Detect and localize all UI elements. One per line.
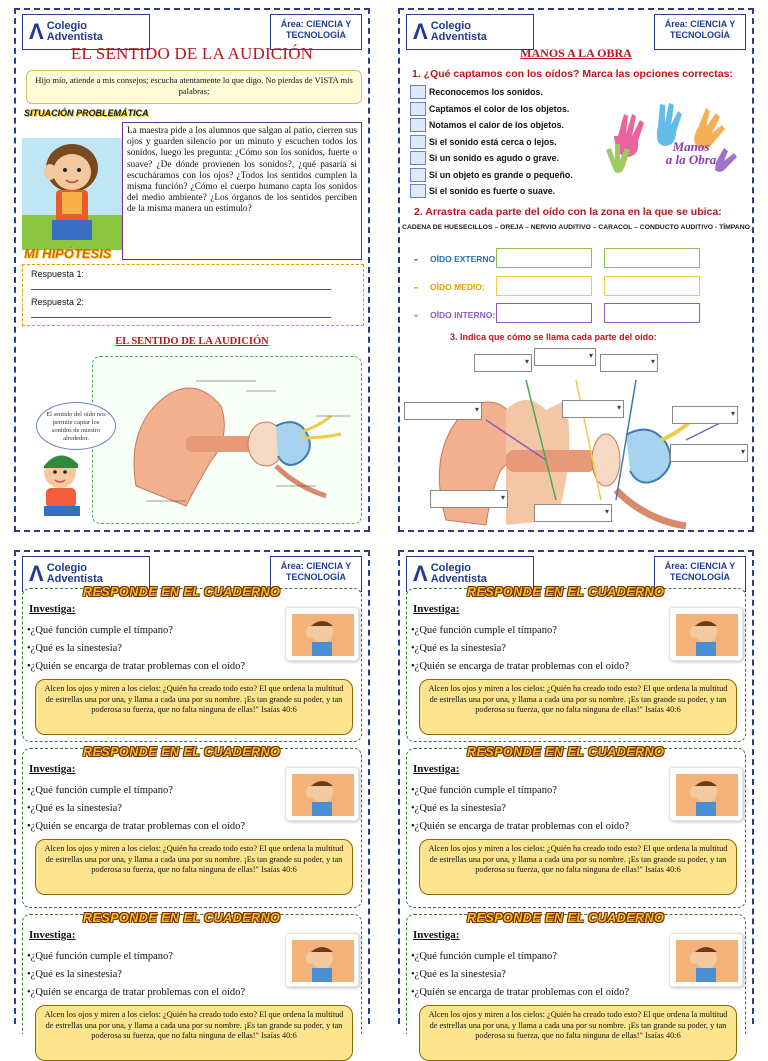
area-line-1: Área: CIENCIA Y [664,561,736,571]
homework-card [406,911,746,1040]
label-dropdown-8[interactable] [430,490,508,508]
label-dropdown-9[interactable] [534,504,612,522]
investiga-label: Investiga: [29,763,76,775]
logo-word-1: Colegio [430,562,472,574]
option-item [410,167,573,184]
label-dropdown-3[interactable] [600,354,658,372]
logo-word-1: Colegio [430,20,472,32]
investiga-label: Investiga: [413,763,460,775]
card-title: RESPONDE EN EL CUADERNO [83,911,281,925]
question-line: •¿Qué función cumple el tímpano? [411,951,557,962]
drop-zone-middle-1[interactable] [496,276,592,296]
bible-verse-box: Alcen los ojos y miren a los cielos: ¿Quién ha creado todo esto? El que ordena la multitud de estrellas una por una, y llama a cada una por su nombre. ¡Es tan grande su poder, y tan poderosa su fuerza, que no falta ninguna de ellas!" Isaías 40:6 [35,839,353,895]
logo-word-1: Colegio [46,20,88,32]
option-label: Si el sonido está cerca o lejos. [429,136,557,147]
boy-photo-icon [286,768,360,822]
hypothesis-title: MI HIPÓTESIS [24,246,112,261]
question-line: •¿Qué función cumple el tímpano? [27,625,173,636]
zone-label: OÍDO MEDIO: [430,282,485,292]
worksheet-page-2 [398,8,754,532]
area-line-1: Área: CIENCIA Y [280,561,352,571]
homework-card [22,911,362,1040]
answer-1-label: Respuesta 1: [31,269,85,279]
boy-photo-icon [286,934,360,988]
question-line: •¿Qué es la sinestesia? [411,969,506,980]
question-3: 3. Indica que cómo se llama cada parte del oído: [450,332,657,342]
problem-story: La maestra pide a los alumnos que salgan al patio, cierren sus ojos y guarden silencio por un minuto y escuchen todos los sonidos, luego les pregunta: ¿Cómo son los sonidos, fuerte o suave? ¿De dónde provienen los sonidos?, ¿qué pasaría si escucháramos con los ojos? ¿Todos los sentidos cumplen la misma función? ¿Cómo el cuerpo humano capta los sonidos del medio ambiente? ¿Los órganos de los sentidos perciben de la misma manera un estímulo? [122,122,362,260]
card-title: RESPONDE EN EL CUADERNO [83,585,281,599]
ear-parts-chain: CADENA DE HUESECILLOS – OREJA – NERVIO AUDITIVO – CARACOL – CONDUCTO AUDITIVO - TÍMPANO [402,224,750,231]
drop-zone-middle-2[interactable] [604,276,700,296]
question-1: 1. ¿Qué captamos con los oídos? Marca las opciones correctas: [412,68,733,80]
area-label [654,14,746,50]
boy-photo-icon [286,608,360,662]
boy-ear-photo [285,933,359,987]
card-title: RESPONDE EN EL CUADERNO [467,745,665,759]
hands-logo-text [646,140,736,166]
logo-text [431,21,487,43]
zone-dash: - [414,280,418,294]
section-title: EL SENTIDO DE LA AUDICIÓN [115,336,269,347]
girl-listening-illustration [22,120,122,250]
answer-1-line[interactable] [31,289,331,290]
logo-text [47,563,103,585]
situation-title: SITUACIÓN PROBLEMÁTICA [24,108,149,118]
zone-external [414,252,498,266]
question-line: •¿Quién se encarga de tratar problemas con el oído? [27,661,246,672]
card-title: RESPONDE EN EL CUADERNO [83,745,281,759]
area-line-1: Área: CIENCIA Y [280,19,352,29]
hands-logo-text-2: a la Obra [665,152,717,167]
card-title: RESPONDE EN EL CUADERNO [467,585,665,599]
homework-card [406,585,746,742]
school-logo [406,14,534,50]
question-line: •¿Qué es la sinestesia? [411,803,506,814]
label-dropdown-4[interactable] [404,402,482,420]
worksheet-page-4 [398,550,754,1040]
question-line: •¿Qué es la sinestesia? [27,643,122,654]
ear-anatomy-diagram [126,366,356,516]
zone-label: OÍDO EXTERNO: [430,254,499,264]
label-dropdown-1[interactable] [474,354,532,372]
investiga-label: Investiga: [413,929,460,941]
options-list [410,84,573,200]
worksheet-page-3 [14,550,370,1040]
speech-bubble: El sentido del oído nos permite captar los sonidos de nuestro alrededor. [36,402,116,450]
option-checkbox[interactable] [410,102,426,116]
boy-photo-icon [670,608,744,662]
answer-2-label: Respuesta 2: [31,297,85,307]
logo-word-2: Adventista [430,573,487,585]
label-dropdown-6[interactable] [672,406,738,424]
zone-dash: - [414,252,418,266]
option-item [410,117,573,134]
option-item [410,183,573,200]
question-line: •¿Qué es la sinestesia? [411,643,506,654]
area-label [654,556,746,592]
option-checkbox[interactable] [410,168,426,182]
card-title: RESPONDE EN EL CUADERNO [467,911,665,925]
option-label: Notamos el calor de los objetos. [429,120,564,131]
option-checkbox[interactable] [410,184,426,198]
area-line-2: TECNOLOGÍA [286,30,346,40]
question-2: 2. Arrastra cada parte del oído con la zona en la que se ubica: [414,206,722,218]
logo-word-2: Adventista [46,31,103,43]
hands-logo-text-1: Manos [672,139,710,154]
option-checkbox[interactable] [410,118,426,132]
bible-verse-box: Alcen los ojos y miren a los cielos: ¿Quién ha creado todo esto? El que ordena la multitud de estrellas una por una, y llama a cada una por su nombre. ¡Es tan grande su poder, y tan poderosa su fuerza, que no falta ninguna de ellas!" Isaías 40:6 [35,1005,353,1061]
zone-middle [414,280,485,294]
logo-icon: Λ [29,561,44,586]
question-line: •¿Qué función cumple el tímpano? [411,625,557,636]
option-checkbox[interactable] [410,151,426,165]
question-line: •¿Qué es la sinestesia? [27,803,122,814]
option-item [410,150,573,167]
drop-zone-internal-2[interactable] [604,303,700,323]
option-label: Si el sonido es fuerte o suave. [429,186,556,197]
zone-dash: - [414,308,418,322]
option-label: Reconocemos los sonidos. [429,87,543,98]
boy-ear-photo [669,933,743,987]
homework-card [22,745,362,908]
option-item [410,134,573,151]
logo-text [47,21,103,43]
option-item [410,101,573,118]
page-title: MANOS A LA OBRA [520,46,632,60]
drop-zone-external-2[interactable] [604,248,700,268]
boy-photo-icon [670,934,744,988]
answer-2-line[interactable] [31,317,331,318]
answers-box [22,264,364,326]
label-dropdown-2[interactable] [534,348,596,366]
question-line: •¿Quién se encarga de tratar problemas con el oído? [27,987,246,998]
logo-icon: Λ [29,19,44,44]
logo-icon: Λ [413,19,428,44]
area-line-1: Área: CIENCIA Y [664,19,736,29]
investiga-label: Investiga: [29,929,76,941]
question-line: •¿Quién se encarga de tratar problemas con el oído? [27,821,246,832]
drop-zone-internal-1[interactable] [496,303,592,323]
logo-word-2: Adventista [46,573,103,585]
investiga-label: Investiga: [413,603,460,615]
logo-word-2: Adventista [430,31,487,43]
logo-word-1: Colegio [46,562,88,574]
label-dropdown-5[interactable] [562,400,624,418]
investiga-label: Investiga: [29,603,76,615]
homework-card [22,585,362,742]
option-label: Si un objeto es grande o pequeño. [429,169,573,180]
question-line: •¿Qué función cumple el tímpano? [411,785,557,796]
label-dropdown-7[interactable] [670,444,748,462]
zone-internal [414,308,495,322]
homework-card [406,745,746,908]
question-line: •¿Qué función cumple el tímpano? [27,785,173,796]
logo-text [431,563,487,585]
area-line-2: TECNOLOGÍA [670,572,730,582]
area-label [270,556,362,592]
zone-label: OÍDO INTERNO: [430,310,496,320]
question-line: •¿Qué función cumple el tímpano? [27,951,173,962]
verse-box: Hijo mío, atiende a mis consejos; escucha atentamente lo que digo. No pierdas de VISTA mis palabras; [26,70,362,104]
area-line-2: TECNOLOGÍA [670,30,730,40]
bible-verse-box: Alcen los ojos y miren a los cielos: ¿Quién ha creado todo esto? El que ordena la multitud de estrellas una por una, y llama a cada una por su nombre. ¡Es tan grande su poder, y tan poderosa su fuerza, que no falta ninguna de ellas!" Isaías 40:6 [419,1005,737,1061]
question-line: •¿Quién se encarga de tratar problemas con el oído? [411,661,630,672]
area-line-2: TECNOLOGÍA [286,572,346,582]
boy-photo-icon [670,768,744,822]
bible-verse-box: Alcen los ojos y miren a los cielos: ¿Quién ha creado todo esto? El que ordena la multitud de estrellas una por una, y llama a cada una por su nombre. ¡Es tan grande su poder, y tan poderosa su fuerza, que no falta ninguna de ellas!" Isaías 40:6 [419,839,737,895]
boy-cartoon-illustration [30,450,100,520]
worksheet-page-1 [14,8,370,532]
bible-verse-box: Alcen los ojos y miren a los cielos: ¿Quién ha creado todo esto? El que ordena la multitud de estrellas una por una, y llama a cada una por su nombre. ¡Es tan grande su poder, y tan poderosa su fuerza, que no falta ninguna de ellas!" Isaías 40:6 [35,679,353,735]
boy-ear-photo [669,607,743,661]
option-checkbox[interactable] [410,85,426,99]
answer-row-2 [31,297,355,325]
boy-ear-photo [285,767,359,821]
question-line: •¿Qué es la sinestesia? [27,969,122,980]
question-line: •¿Quién se encarga de tratar problemas con el oído? [411,821,630,832]
option-label: Si un sonido es agudo o grave. [429,153,560,164]
option-checkbox[interactable] [410,135,426,149]
option-label: Captamos el color de los objetos. [429,103,570,114]
answer-row-1 [31,269,355,297]
boy-ear-photo [669,767,743,821]
option-item [410,84,573,101]
drop-zone-external-1[interactable] [496,248,592,268]
boy-ear-photo [285,607,359,661]
page-title: EL SENTIDO DE LA AUDICIÓN [70,44,314,63]
logo-icon: Λ [413,561,428,586]
question-line: •¿Quién se encarga de tratar problemas con el oído? [411,987,630,998]
bible-verse-box: Alcen los ojos y miren a los cielos: ¿Quién ha creado todo esto? El que ordena la multitud de estrellas una por una, y llama a cada una por su nombre. ¡Es tan grande su poder, y tan poderosa su fuerza, que no falta ninguna de ellas!" Isaías 40:6 [419,679,737,735]
